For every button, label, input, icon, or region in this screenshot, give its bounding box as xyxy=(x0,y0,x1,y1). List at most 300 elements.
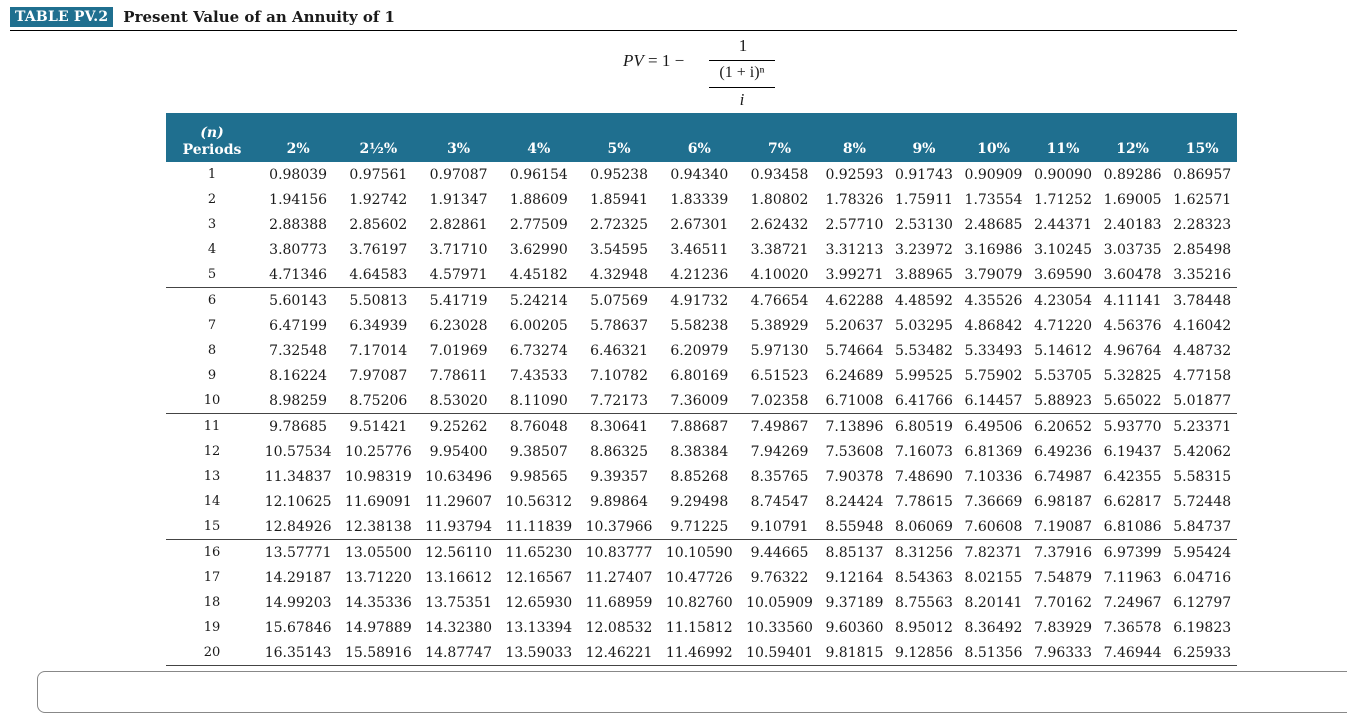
value-cell: 0.98039 xyxy=(269,166,328,183)
value-cell: 6.14457 xyxy=(959,388,1029,414)
value-cell: 4.21236 xyxy=(659,262,739,288)
value-cell: 2.48685 xyxy=(964,216,1023,233)
value-cell: 5.58238 xyxy=(670,317,729,334)
value-cell: 8.75563 xyxy=(895,594,953,611)
value-cell: 6.19823 xyxy=(1173,619,1232,636)
value-cell: 5.14612 xyxy=(1034,342,1092,359)
value-cell: 11.29607 xyxy=(425,493,492,510)
value-cell: 7.32548 xyxy=(269,342,328,359)
table-row xyxy=(166,262,1237,288)
value-cell: 7.90378 xyxy=(825,468,884,485)
value-cell: 9.25262 xyxy=(429,418,488,435)
table-row xyxy=(166,540,1237,566)
formula-inner-fraction-bar xyxy=(709,60,775,61)
value-cell: 7.11963 xyxy=(1103,569,1162,586)
value-cell: 8.24424 xyxy=(825,493,884,510)
period-cell: 3 xyxy=(207,217,217,232)
period-cell: 4 xyxy=(207,242,217,257)
value-cell: 5.50813 xyxy=(349,292,408,309)
value-cell: 9.38507 xyxy=(509,443,568,460)
value-cell: 9.10791 xyxy=(739,514,819,540)
value-cell: 5.99525 xyxy=(895,367,953,384)
value-cell: 6.97399 xyxy=(1103,544,1162,561)
table-row xyxy=(166,212,1237,237)
value-cell: 2.72325 xyxy=(590,216,648,233)
value-cell: 4.64583 xyxy=(338,262,418,288)
value-cell: 3.99271 xyxy=(820,262,890,288)
formula-numerator: 1 xyxy=(738,36,748,55)
rate-header: 9% xyxy=(912,141,936,157)
value-cell: 12.16567 xyxy=(505,569,573,586)
value-cell: 3.10245 xyxy=(1034,241,1092,258)
period-cell: 20 xyxy=(166,640,258,666)
value-cell: 5.03295 xyxy=(895,317,953,334)
value-cell: 7.37916 xyxy=(1034,544,1092,561)
value-cell: 8.51356 xyxy=(959,640,1029,666)
value-cell: 5.58315 xyxy=(1173,468,1232,485)
value-cell: 8.16224 xyxy=(269,367,328,384)
value-cell: 5.32825 xyxy=(1103,367,1162,384)
value-cell: 10.33560 xyxy=(746,619,813,636)
value-cell: 14.32380 xyxy=(425,619,492,636)
formula-lhs: PV = 1 − xyxy=(623,51,685,70)
table-title-bar xyxy=(10,7,395,27)
rate-header: 7% xyxy=(768,141,792,157)
value-cell: 7.88687 xyxy=(670,418,729,435)
value-cell: 10.05909 xyxy=(746,594,813,611)
value-cell: 5.97130 xyxy=(750,342,809,359)
period-cell: 8 xyxy=(207,343,217,358)
value-cell: 8.38384 xyxy=(670,443,729,460)
value-cell: 13.13394 xyxy=(505,619,573,636)
value-cell: 0.95238 xyxy=(590,166,648,183)
value-cell: 12.10625 xyxy=(264,493,332,510)
value-cell: 0.97561 xyxy=(349,166,408,183)
value-cell: 8.31256 xyxy=(895,544,953,561)
table-row xyxy=(166,338,1237,363)
value-cell: 13.75351 xyxy=(425,594,492,611)
value-cell: 7.36669 xyxy=(964,493,1023,510)
value-cell: 11.65230 xyxy=(505,544,573,561)
value-cell: 2.85602 xyxy=(349,216,408,233)
value-cell: 6.23028 xyxy=(429,317,488,334)
value-cell: 1.78326 xyxy=(825,191,884,208)
value-cell: 8.95012 xyxy=(895,619,953,636)
value-cell: 5.53705 xyxy=(1034,367,1092,384)
value-cell: 15.67846 xyxy=(264,619,332,636)
value-cell: 1.91347 xyxy=(429,191,488,208)
value-cell: 8.11090 xyxy=(499,388,579,414)
value-cell: 9.95400 xyxy=(429,443,488,460)
value-cell: 15.58916 xyxy=(338,640,418,666)
value-cell: 4.96764 xyxy=(1103,342,1162,359)
value-cell: 2.53130 xyxy=(895,216,953,233)
value-cell: 11.68959 xyxy=(585,594,653,611)
value-cell: 9.29498 xyxy=(670,493,729,510)
annuity-table xyxy=(166,113,1237,666)
period-cell: 17 xyxy=(203,570,221,585)
rate-header: 4% xyxy=(527,141,551,157)
value-cell: 12.46221 xyxy=(579,640,659,666)
value-cell: 5.42062 xyxy=(1173,443,1232,460)
table-row xyxy=(166,237,1237,262)
value-cell: 1.62571 xyxy=(1173,191,1232,208)
value-cell: 14.97889 xyxy=(344,619,412,636)
value-cell: 4.77158 xyxy=(1173,367,1232,384)
value-cell: 7.78611 xyxy=(429,367,488,384)
table-row xyxy=(166,187,1237,212)
value-cell: 10.47726 xyxy=(665,569,733,586)
rate-header: 11% xyxy=(1046,141,1080,157)
value-cell: 9.60360 xyxy=(825,619,884,636)
value-cell: 11.69091 xyxy=(344,493,412,510)
value-cell: 9.89864 xyxy=(590,493,648,510)
value-cell: 5.93770 xyxy=(1103,418,1162,435)
value-cell: 3.23972 xyxy=(895,241,953,258)
value-cell: 12.38138 xyxy=(338,514,418,540)
table-row xyxy=(166,313,1237,338)
table-body xyxy=(166,162,1237,666)
value-cell: 3.60478 xyxy=(1098,262,1168,288)
value-cell: 5.20637 xyxy=(825,317,884,334)
table-row xyxy=(166,565,1237,590)
value-cell: 3.71710 xyxy=(429,241,488,258)
value-cell: 0.90909 xyxy=(964,166,1023,183)
value-cell: 2.28323 xyxy=(1173,216,1232,233)
table-row xyxy=(166,489,1237,514)
value-cell: 8.30641 xyxy=(590,418,648,435)
value-cell: 0.96154 xyxy=(509,166,568,183)
value-cell: 12.65930 xyxy=(505,594,573,611)
period-cell: 14 xyxy=(203,494,221,509)
value-cell: 0.93458 xyxy=(750,166,809,183)
rate-header: 15% xyxy=(1185,141,1219,157)
value-cell: 9.81815 xyxy=(820,640,890,666)
value-cell: 13.05500 xyxy=(344,544,412,561)
value-cell: 4.48732 xyxy=(1173,342,1232,359)
value-cell: 5.75902 xyxy=(964,367,1023,384)
table-title: Present Value of an Annuity of 1 xyxy=(123,8,395,26)
value-cell: 1.73554 xyxy=(964,191,1023,208)
value-cell: 7.36009 xyxy=(659,388,739,414)
value-cell: 0.90090 xyxy=(1034,166,1092,183)
value-cell: 2.62432 xyxy=(750,216,809,233)
period-cell: 10 xyxy=(166,388,258,414)
value-cell: 4.32948 xyxy=(579,262,659,288)
value-cell: 6.49506 xyxy=(964,418,1023,435)
value-cell: 1.85941 xyxy=(590,191,648,208)
value-cell: 8.53020 xyxy=(418,388,498,414)
value-cell: 11.15812 xyxy=(665,619,733,636)
value-cell: 14.87747 xyxy=(418,640,498,666)
period-cell: 19 xyxy=(203,620,221,635)
value-cell: 0.86957 xyxy=(1173,166,1232,183)
value-cell: 10.10590 xyxy=(665,544,733,561)
table-row xyxy=(166,439,1237,464)
value-cell: 5.84737 xyxy=(1167,514,1237,540)
value-cell: 4.35526 xyxy=(964,292,1023,309)
value-cell: 4.10020 xyxy=(739,262,819,288)
value-cell: 3.88965 xyxy=(889,262,959,288)
value-cell: 6.47199 xyxy=(269,317,328,334)
value-cell: 6.62817 xyxy=(1103,493,1162,510)
value-cell: 7.10782 xyxy=(590,367,648,384)
value-cell: 9.71225 xyxy=(659,514,739,540)
period-cell: 7 xyxy=(207,318,217,333)
value-cell: 6.81369 xyxy=(964,443,1023,460)
table-number-badge: TABLE PV.2 xyxy=(10,7,113,27)
value-cell: 2.85498 xyxy=(1173,241,1232,258)
value-cell: 0.91743 xyxy=(895,166,953,183)
value-cell: 6.74987 xyxy=(1034,468,1092,485)
pv-formula xyxy=(620,35,800,115)
value-cell: 9.98565 xyxy=(509,468,568,485)
value-cell: 10.25776 xyxy=(344,443,412,460)
value-cell: 3.80773 xyxy=(269,241,328,258)
value-cell: 4.57971 xyxy=(418,262,498,288)
rate-header: 8% xyxy=(842,141,866,157)
value-cell: 8.85268 xyxy=(670,468,729,485)
table-row xyxy=(166,464,1237,489)
value-cell: 5.23371 xyxy=(1173,418,1232,435)
value-cell: 8.86325 xyxy=(590,443,648,460)
value-cell: 11.34837 xyxy=(264,468,332,485)
value-cell: 8.54363 xyxy=(895,569,953,586)
value-cell: 5.53482 xyxy=(895,342,953,359)
value-cell: 3.54595 xyxy=(590,241,648,258)
value-cell: 2.67301 xyxy=(670,216,729,233)
value-cell: 5.01877 xyxy=(1167,388,1237,414)
value-cell: 6.19437 xyxy=(1103,443,1162,460)
period-cell: 2 xyxy=(207,192,217,207)
value-cell: 5.74664 xyxy=(825,342,884,359)
value-cell: 7.83929 xyxy=(1034,619,1092,636)
value-cell: 6.46321 xyxy=(590,342,648,359)
title-rule xyxy=(10,30,1237,31)
value-cell: 8.35765 xyxy=(750,468,809,485)
value-cell: 6.81086 xyxy=(1098,514,1168,540)
value-cell: 10.82760 xyxy=(665,594,733,611)
value-cell: 7.01969 xyxy=(429,342,488,359)
value-cell: 0.89286 xyxy=(1103,166,1162,183)
value-cell: 1.80802 xyxy=(750,191,809,208)
value-cell: 7.54879 xyxy=(1034,569,1092,586)
value-cell: 4.86842 xyxy=(964,317,1023,334)
value-cell: 3.38721 xyxy=(750,241,809,258)
value-cell: 2.77509 xyxy=(509,216,568,233)
value-cell: 0.97087 xyxy=(429,166,488,183)
value-cell: 9.37189 xyxy=(825,594,884,611)
value-cell: 11.11839 xyxy=(499,514,579,540)
value-cell: 8.98259 xyxy=(258,388,338,414)
value-cell: 7.36578 xyxy=(1103,619,1162,636)
value-cell: 7.78615 xyxy=(895,493,953,510)
value-cell: 3.03735 xyxy=(1103,241,1162,258)
table-row xyxy=(166,288,1237,314)
table-row xyxy=(166,615,1237,640)
value-cell: 3.69590 xyxy=(1028,262,1098,288)
rate-header: 10% xyxy=(977,141,1010,157)
value-cell: 12.08532 xyxy=(585,619,653,636)
value-cell: 6.04716 xyxy=(1173,569,1232,586)
value-cell: 5.65022 xyxy=(1098,388,1168,414)
value-cell: 4.23054 xyxy=(1034,292,1092,309)
value-cell: 7.10336 xyxy=(964,468,1023,485)
value-cell: 4.71346 xyxy=(258,262,338,288)
period-cell: 15 xyxy=(166,514,258,540)
value-cell: 6.71008 xyxy=(820,388,890,414)
value-cell: 7.53608 xyxy=(825,443,884,460)
value-cell: 3.78448 xyxy=(1173,292,1232,309)
value-cell: 8.02155 xyxy=(964,569,1023,586)
value-cell: 9.12856 xyxy=(889,640,959,666)
value-cell: 6.80519 xyxy=(895,418,953,435)
rate-header: 12% xyxy=(1116,141,1149,157)
value-cell: 3.62990 xyxy=(509,241,568,258)
value-cell: 10.59401 xyxy=(739,640,819,666)
period-cell: 16 xyxy=(203,545,221,560)
table-row xyxy=(166,388,1237,414)
value-cell: 7.70162 xyxy=(1034,594,1092,611)
value-cell: 1.83339 xyxy=(670,191,729,208)
value-cell: 6.80169 xyxy=(670,367,729,384)
value-cell: 5.07569 xyxy=(590,292,648,309)
value-cell: 2.88388 xyxy=(269,216,328,233)
value-cell: 13.16612 xyxy=(425,569,492,586)
value-cell: 1.75911 xyxy=(895,191,953,208)
value-cell: 9.78685 xyxy=(269,418,328,435)
value-cell: 7.48690 xyxy=(895,468,953,485)
value-cell: 6.51523 xyxy=(750,367,809,384)
value-cell: 4.11141 xyxy=(1103,292,1162,309)
value-cell: 6.20979 xyxy=(670,342,729,359)
value-cell: 11.27407 xyxy=(585,569,653,586)
value-cell: 16.35143 xyxy=(258,640,338,666)
period-cell: 9 xyxy=(207,368,217,383)
value-cell: 6.73274 xyxy=(509,342,568,359)
value-cell: 9.76322 xyxy=(750,569,809,586)
period-cell: 6 xyxy=(207,293,217,308)
value-cell: 5.95424 xyxy=(1173,544,1232,561)
value-cell: 13.57771 xyxy=(264,544,332,561)
value-cell: 10.98319 xyxy=(344,468,412,485)
value-cell: 7.02358 xyxy=(739,388,819,414)
value-cell: 7.49867 xyxy=(750,418,809,435)
value-cell: 6.24689 xyxy=(825,367,884,384)
table-row xyxy=(166,514,1237,540)
value-cell: 2.44371 xyxy=(1034,216,1092,233)
value-cell: 3.35216 xyxy=(1167,262,1237,288)
value-cell: 6.12797 xyxy=(1173,594,1232,611)
value-cell: 7.46944 xyxy=(1098,640,1168,666)
formula-outer-denominator: i xyxy=(739,90,745,109)
value-cell: 9.51421 xyxy=(349,418,408,435)
value-cell: 8.85137 xyxy=(825,544,884,561)
value-cell: 4.48592 xyxy=(895,292,953,309)
value-cell: 3.46511 xyxy=(670,241,729,258)
value-cell: 1.71252 xyxy=(1034,191,1092,208)
value-cell: 5.24214 xyxy=(509,292,568,309)
value-cell: 5.38929 xyxy=(750,317,809,334)
value-cell: 7.94269 xyxy=(750,443,809,460)
value-cell: 8.06069 xyxy=(889,514,959,540)
formula-outer-fraction-bar xyxy=(709,87,775,88)
value-cell: 3.79079 xyxy=(959,262,1029,288)
rate-header: 3% xyxy=(447,141,471,157)
value-cell: 13.71220 xyxy=(344,569,412,586)
value-cell: 1.94156 xyxy=(269,191,328,208)
value-cell: 10.37966 xyxy=(579,514,659,540)
value-cell: 12.84926 xyxy=(258,514,338,540)
value-cell: 7.24967 xyxy=(1103,594,1162,611)
value-cell: 10.56312 xyxy=(505,493,573,510)
value-cell: 4.76654 xyxy=(750,292,809,309)
value-cell: 8.55948 xyxy=(820,514,890,540)
value-cell: 6.00205 xyxy=(509,317,568,334)
value-cell: 14.29187 xyxy=(264,569,332,586)
value-cell: 14.35336 xyxy=(344,594,412,611)
value-cell: 6.98187 xyxy=(1034,493,1092,510)
value-cell: 10.57534 xyxy=(264,443,332,460)
value-cell: 5.72448 xyxy=(1173,493,1232,510)
period-cell: 13 xyxy=(203,469,221,484)
value-cell: 7.13896 xyxy=(825,418,884,435)
table-row xyxy=(166,363,1237,388)
value-cell: 2.82861 xyxy=(429,216,488,233)
rate-header: 2½% xyxy=(359,141,398,157)
value-cell: 9.12164 xyxy=(825,569,884,586)
rate-header: 2% xyxy=(286,141,310,157)
value-cell: 1.92742 xyxy=(349,191,408,208)
value-cell: 8.20141 xyxy=(964,594,1023,611)
value-cell: 3.76197 xyxy=(349,241,408,258)
value-cell: 7.43533 xyxy=(509,367,568,384)
value-cell: 5.88923 xyxy=(1028,388,1098,414)
value-cell: 4.16042 xyxy=(1173,317,1232,334)
value-cell: 0.92593 xyxy=(825,166,884,183)
next-panel-frame xyxy=(37,671,1347,713)
period-cell: 5 xyxy=(166,262,258,288)
value-cell: 6.34939 xyxy=(349,317,408,334)
value-cell: 7.96333 xyxy=(1028,640,1098,666)
period-cell: 12 xyxy=(203,444,221,459)
value-cell: 6.42355 xyxy=(1103,468,1162,485)
value-cell: 6.49236 xyxy=(1034,443,1092,460)
header-row xyxy=(166,113,1237,162)
period-cell: 1 xyxy=(207,167,217,182)
value-cell: 5.78637 xyxy=(590,317,648,334)
table-row xyxy=(166,414,1237,440)
value-cell: 10.63496 xyxy=(425,468,492,485)
value-cell: 6.20652 xyxy=(1034,418,1092,435)
value-cell: 4.71220 xyxy=(1034,317,1092,334)
value-cell: 1.69005 xyxy=(1103,191,1162,208)
value-cell: 4.45182 xyxy=(499,262,579,288)
value-cell: 9.44665 xyxy=(750,544,809,561)
value-cell: 12.56110 xyxy=(425,544,492,561)
value-cell: 13.59033 xyxy=(499,640,579,666)
value-cell: 4.56376 xyxy=(1103,317,1162,334)
value-cell: 5.41719 xyxy=(429,292,488,309)
value-cell: 9.39357 xyxy=(590,468,648,485)
value-cell: 2.40183 xyxy=(1103,216,1162,233)
value-cell: 3.31213 xyxy=(825,241,884,258)
value-cell: 10.83777 xyxy=(585,544,653,561)
value-cell: 4.91732 xyxy=(670,292,729,309)
value-cell: 11.46992 xyxy=(659,640,739,666)
rate-header: 6% xyxy=(687,141,711,157)
value-cell: 7.17014 xyxy=(349,342,408,359)
